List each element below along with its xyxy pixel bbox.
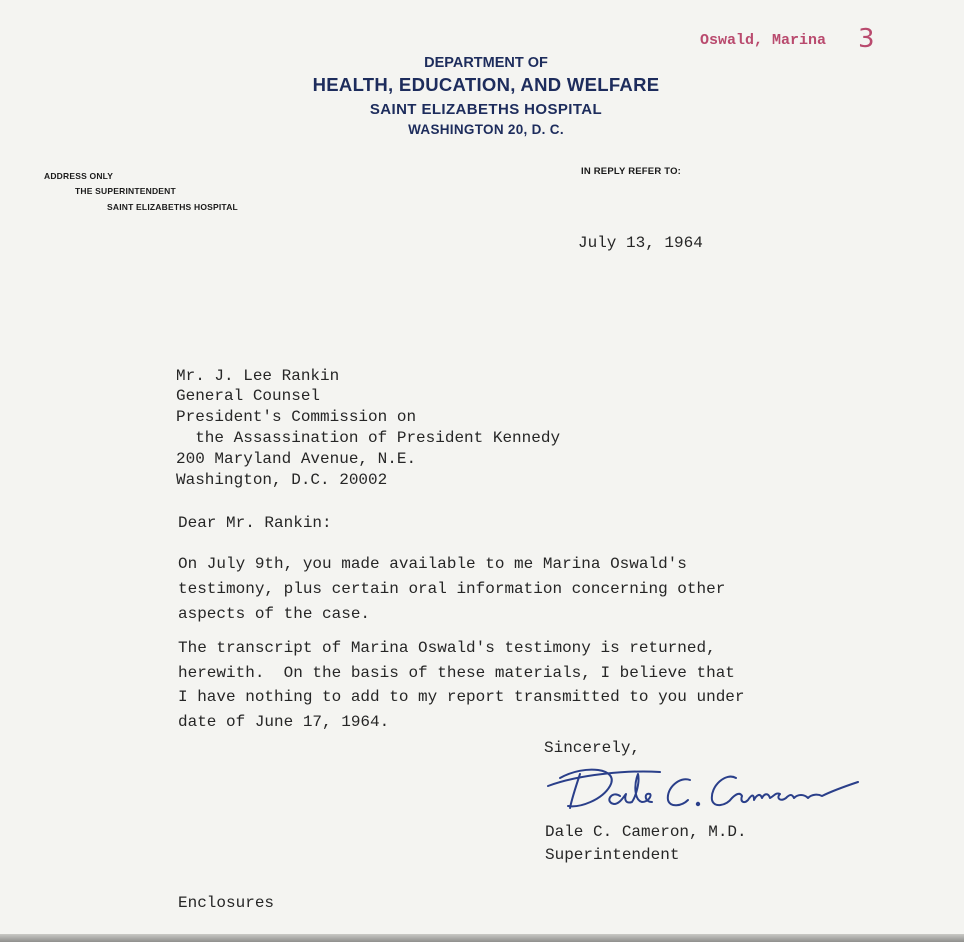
recipient-line: Mr. J. Lee Rankin — [176, 367, 340, 385]
recipient-line: the Assassination of President Kennedy — [176, 429, 561, 447]
recipient-line: General Counsel — [176, 387, 321, 405]
letterhead-city: WASHINGTON 20, D. C. — [408, 122, 564, 137]
address-superintendent-label: THE SUPERINTENDENT — [75, 186, 176, 196]
paragraph-line: testimony, plus certain oral information concerning other — [178, 580, 726, 598]
recipient-address — [176, 364, 560, 489]
file-stamp-name: Oswald, Marina — [700, 32, 827, 49]
letterhead-agency: HEALTH, EDUCATION, AND WELFARE — [312, 74, 660, 95]
paragraph-1 — [178, 552, 725, 627]
enclosures-note: Enclosures — [178, 894, 275, 912]
address-hospital-label: SAINT ELIZABETHS HOSPITAL — [107, 202, 238, 212]
signature-title: Superintendent — [545, 846, 680, 864]
scan-edge — [0, 934, 964, 942]
closing: Sincerely, — [544, 739, 641, 757]
paragraph-line: herewith. On the basis of these materials, I believe that — [178, 663, 735, 682]
letterhead-hospital: SAINT ELIZABETHS HOSPITAL — [369, 101, 603, 118]
signature-name: Dale C. Cameron, M.D. — [545, 823, 747, 841]
address-only-label: ADDRESS ONLY — [44, 171, 114, 181]
handwritten-signature — [540, 756, 870, 818]
recipient-line: President's Commission on — [176, 408, 417, 426]
letterhead-department: DEPARTMENT OF — [424, 55, 548, 71]
paragraph-line: I have nothing to add to my report transmitted to you under — [178, 688, 745, 706]
recipient-line: Washington, D.C. 20002 — [176, 471, 388, 489]
paragraph-line: aspects of the case. — [178, 605, 371, 623]
letter-date: July 13, 1964 — [578, 234, 703, 252]
paragraph-line: date of June 17, 1964. — [178, 712, 390, 731]
file-stamp-number: 3 — [858, 24, 875, 54]
paragraph-line: The transcript of Marina Oswald's testimony is returned, — [178, 639, 716, 657]
paragraph-2 — [178, 636, 745, 734]
recipient-line: 200 Maryland Avenue, N.E. — [176, 450, 417, 468]
paragraph-line: On July 9th, you made available to me Marina Oswald's — [178, 555, 687, 573]
salutation: Dear Mr. Rankin: — [178, 514, 332, 532]
reply-refer-label: IN REPLY REFER TO: — [581, 166, 682, 177]
